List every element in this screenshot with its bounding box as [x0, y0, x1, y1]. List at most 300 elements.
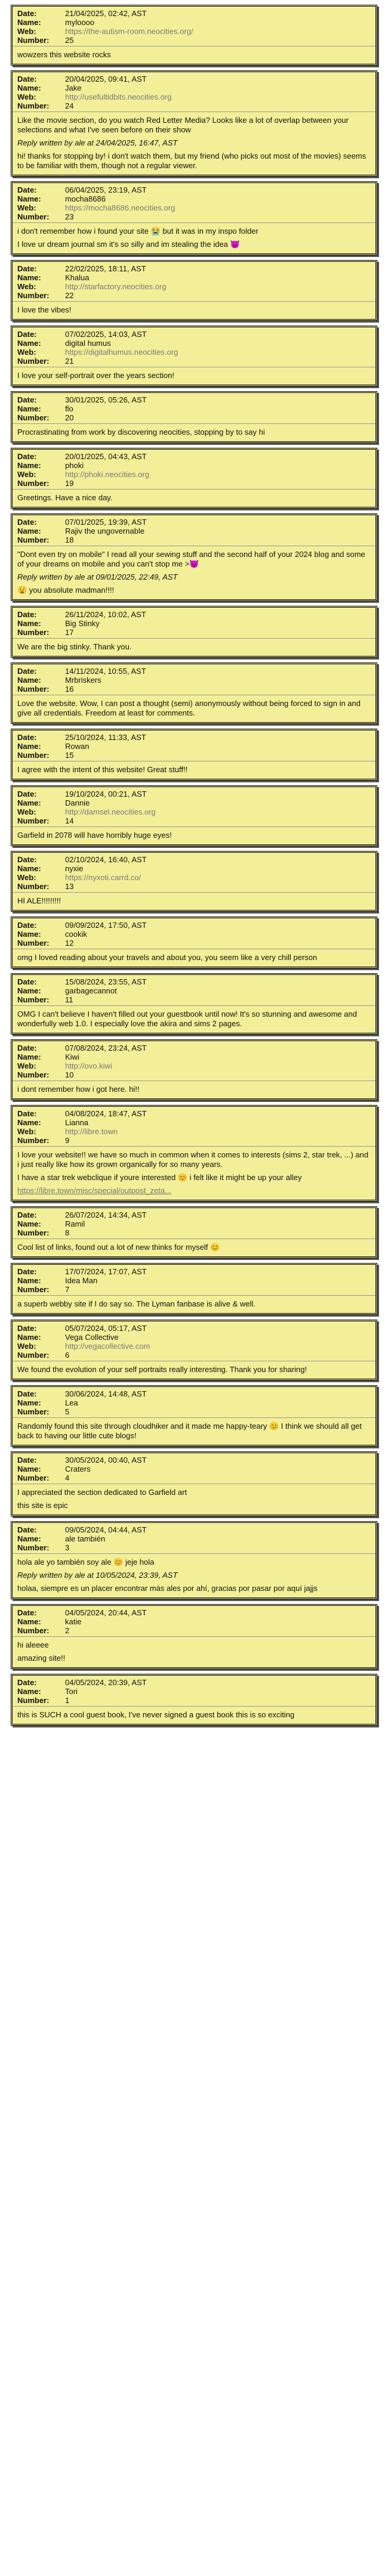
- entry-number-row: [17, 291, 371, 300]
- entry-header: [13, 1265, 375, 1296]
- entry-name-row: [17, 527, 371, 535]
- entry-reply-meta: Reply written by ale at 09/01/2025, 22:49, AST: [17, 572, 178, 581]
- entry-number-row: [17, 685, 371, 693]
- guestbook-entry: [11, 326, 377, 386]
- entry-date-label: Date:: [17, 185, 37, 194]
- entry-date-label: Date:: [17, 733, 37, 742]
- entry-date-row: [17, 1044, 371, 1052]
- entry-name: Idea Man: [65, 1276, 98, 1285]
- entry-reply: hi! thanks for stopping by! i don't watch them, but my friend (who picks out most of the movies) seems to be familiar with them, though not a regular viewer.: [17, 151, 367, 170]
- entry-number-label: Number:: [17, 1626, 50, 1635]
- entry-name: Ramil: [65, 1219, 85, 1228]
- entry-number-label: Number:: [17, 479, 50, 488]
- entry-date: 30/01/2025, 05:26, AST: [65, 395, 147, 404]
- entry-date: 04/05/2024, 20:39, AST: [65, 1678, 147, 1687]
- entry-date: 19/10/2024, 00:21, AST: [65, 789, 147, 798]
- entry-web-label: Web:: [17, 873, 36, 882]
- entry-header: [13, 393, 375, 424]
- entry-name-label: Name:: [17, 1118, 41, 1127]
- entry-name-label: Name:: [17, 273, 41, 282]
- entry-name: ale también: [65, 1534, 106, 1543]
- entry-web-label: Web:: [17, 92, 36, 101]
- entry-date: 25/10/2024, 11:33, AST: [65, 733, 146, 742]
- entry-web[interactable]: http://ovo.kiwi: [65, 1061, 112, 1070]
- entry-message: Greetings. Have a nice day.: [17, 493, 113, 502]
- entry-number-row: [17, 1696, 371, 1705]
- entry-date-label: Date:: [17, 1678, 37, 1687]
- entry-number: 13: [65, 882, 74, 891]
- entry-date: 26/11/2024, 10:02, AST: [65, 610, 146, 619]
- entry-number: 20: [65, 413, 74, 422]
- guestbook-entry: [11, 1206, 377, 1258]
- entry-number-label: Number:: [17, 101, 50, 110]
- entry-number-label: Number:: [17, 685, 50, 693]
- entry-body: [13, 1147, 375, 1200]
- entry-web-row: [17, 282, 371, 291]
- entry-header: [13, 1453, 375, 1484]
- entry-name-label: Name:: [17, 1534, 41, 1543]
- entry-date-label: Date:: [17, 452, 37, 461]
- entry-body: [13, 761, 375, 779]
- entry-name-row: [17, 18, 371, 27]
- entry-header: [13, 1208, 375, 1239]
- entry-web[interactable]: https://nyxoti.carrd.co/: [65, 873, 141, 882]
- entry-web[interactable]: https://mocha8686.neocities.org: [65, 203, 175, 212]
- guestbook-entry: [11, 5, 377, 66]
- entry-header: [13, 1321, 375, 1361]
- entry-body: [13, 827, 375, 844]
- entry-date-row: [17, 185, 371, 194]
- entry-number-label: Number:: [17, 1351, 50, 1360]
- entry-date-row: [17, 1456, 371, 1465]
- entry-date-row: [17, 264, 371, 273]
- entry-message: I love the vibes!: [17, 305, 72, 314]
- entry-number: 17: [65, 628, 74, 637]
- entry-body: [13, 1418, 375, 1445]
- entry-web[interactable]: http://phoki.neocities.org: [65, 470, 149, 479]
- guestbook-entry: [11, 1604, 377, 1669]
- guestbook-entry: [11, 606, 377, 658]
- entry-date: 07/08/2024, 23:24, AST: [65, 1044, 147, 1052]
- entry-number: 10: [65, 1070, 74, 1079]
- entry-date-row: [17, 1389, 371, 1398]
- entry-name: myloooo: [65, 18, 95, 27]
- entry-name: katie: [65, 1617, 82, 1626]
- entry-name: Rowan: [65, 742, 90, 751]
- entry-message: Randomly found this site through cloudhiker and it made me happy-teary 😊 I think we should all get back to having our little cute blogs!: [17, 1422, 362, 1440]
- entry-number: 22: [65, 291, 74, 300]
- entry-web[interactable]: http://usefultidbits.neocities.org: [65, 92, 172, 101]
- entry-message: this site is epic: [17, 1501, 68, 1510]
- entry-name-row: [17, 1052, 371, 1061]
- entry-name-row: [17, 1219, 371, 1228]
- entry-number-row: [17, 357, 371, 366]
- entry-web[interactable]: http://starfactory.neocities.org: [65, 282, 167, 291]
- entry-web-row: [17, 203, 371, 212]
- entry-header: [13, 975, 375, 1006]
- entry-header: [13, 787, 375, 827]
- entry-date: 30/06/2024, 14:48, AST: [65, 1389, 147, 1398]
- entry-number-row: [17, 212, 371, 221]
- entry-name-label: Name:: [17, 83, 41, 92]
- guestbook-entry: [11, 1105, 377, 1202]
- entry-name-row: [17, 1333, 371, 1342]
- entry-date-row: [17, 1608, 371, 1617]
- entry-header: [13, 1606, 375, 1637]
- entry-reply: 😧 you absolute madman!!!!: [17, 586, 115, 595]
- entry-date-row: [17, 855, 371, 864]
- entry-date: 26/07/2024, 14:34, AST: [65, 1210, 147, 1219]
- entry-name-row: [17, 404, 371, 413]
- entry-date: 14/11/2024, 10:55, AST: [65, 667, 146, 676]
- entry-web-row: [17, 1061, 371, 1070]
- guestbook-entry: [11, 662, 377, 724]
- entry-header: [13, 515, 375, 546]
- entry-reply-meta: Reply written by ale at 10/05/2024, 23:39, AST: [17, 1571, 178, 1580]
- entry-number-row: [17, 1070, 371, 1079]
- entry-date-label: Date:: [17, 1389, 37, 1398]
- entry-web-label: Web:: [17, 807, 36, 816]
- entry-web[interactable]: http://vegacollective.com: [65, 1342, 150, 1351]
- entry-name: Lea: [65, 1398, 78, 1407]
- entry-name-label: Name:: [17, 1465, 41, 1473]
- entry-number-label: Number:: [17, 1696, 50, 1705]
- entry-message: We are the big stinky. Thank you.: [17, 642, 132, 651]
- entry-date: 07/01/2025, 19:39, AST: [65, 518, 147, 527]
- entry-date-row: [17, 1324, 371, 1333]
- entry-number-label: Number:: [17, 1407, 50, 1416]
- entry-number: 2: [65, 1626, 70, 1635]
- entry-message: a superb webby site if I do say so. The Lyman fanbase is alive & well.: [17, 1299, 255, 1308]
- entry-name-label: Name:: [17, 1276, 41, 1285]
- entry-number-label: Number:: [17, 939, 50, 948]
- entry-name-label: Name:: [17, 619, 41, 628]
- entry-number-label: Number:: [17, 1136, 50, 1145]
- entry-name-label: Name:: [17, 1333, 41, 1342]
- entry-date-row: [17, 1210, 371, 1219]
- entry-message: I love your self-portrait over the years section!: [17, 371, 175, 380]
- entry-name-row: [17, 986, 371, 995]
- entry-body: [13, 546, 375, 599]
- entry-name-row: [17, 1465, 371, 1473]
- entry-message: We found the evolution of your self portraits really interesting. Thank you for sharing!: [17, 1365, 307, 1374]
- entry-name: Lianna: [65, 1118, 89, 1127]
- entry-message: i dont remember how i got here. hi!!: [17, 1085, 140, 1094]
- entry-body: [13, 302, 375, 319]
- entry-number-label: Number:: [17, 291, 50, 300]
- entry-name: Tori: [65, 1687, 78, 1696]
- entry-reply-meta: Reply written by ale at 24/04/2025, 16:47, AST: [17, 138, 178, 147]
- entry-name-row: [17, 676, 371, 685]
- entry-name-label: Name:: [17, 676, 41, 685]
- entry-web[interactable]: http://damsel.neocities.org: [65, 807, 156, 816]
- guestbook-entry: [11, 513, 377, 601]
- entry-number: 15: [65, 751, 74, 760]
- entry-number-row: [17, 1285, 371, 1294]
- entry-message: this is SUCH a cool guest book, I've never signed a guest book this is so exciting: [17, 1710, 295, 1719]
- entry-date-label: Date:: [17, 667, 37, 676]
- entry-date-row: [17, 452, 371, 461]
- entry-date-row: [17, 75, 371, 83]
- entry-date-label: Date:: [17, 330, 37, 339]
- entry-number: 16: [65, 685, 74, 693]
- entry-message: I love your website!! we have so much in common when it comes to interests (sims 2, star trek, ...) and i just really like how its grown organically for so many years.: [17, 1150, 369, 1169]
- entry-number: 19: [65, 479, 74, 488]
- entry-number: 14: [65, 816, 74, 825]
- entry-number: 1: [65, 1696, 70, 1705]
- entry-number-row: [17, 413, 371, 422]
- entry-message: hola ale yo también soy ale 😊 jeje hola: [17, 1558, 155, 1566]
- entry-name-row: [17, 1617, 371, 1626]
- guestbook-entry: [11, 1263, 377, 1315]
- guestbook-entry: [11, 1451, 377, 1516]
- entry-name: Rajiv the ungovernable: [65, 527, 144, 535]
- entry-header: [13, 664, 375, 695]
- entry-message: Cool list of links, found out a lot of new thinks for myself 😊: [17, 1243, 220, 1252]
- entry-name-row: [17, 461, 371, 470]
- entry-date-row: [17, 330, 371, 339]
- entry-header: [13, 72, 375, 112]
- entry-number: 25: [65, 36, 74, 45]
- entry-number: 9: [65, 1136, 70, 1145]
- entry-name-row: [17, 1118, 371, 1127]
- entry-date-row: [17, 789, 371, 798]
- entry-number-label: Number:: [17, 413, 50, 422]
- entry-number-row: [17, 995, 371, 1004]
- entry-header: [13, 327, 375, 367]
- entry-web[interactable]: http://libre.town: [65, 1127, 118, 1136]
- entry-name: Kiwi: [65, 1052, 79, 1061]
- entry-date-label: Date:: [17, 518, 37, 527]
- entry-number-row: [17, 1543, 371, 1552]
- entry-header: [13, 853, 375, 893]
- entry-date-row: [17, 733, 371, 742]
- guestbook-entry: [11, 260, 377, 321]
- entry-name: flo: [65, 404, 73, 413]
- guestbook-entry: [11, 785, 377, 846]
- entry-number: 12: [65, 939, 74, 948]
- entry-date-row: [17, 1109, 371, 1118]
- entry-date: 20/01/2025, 04:43, AST: [65, 452, 147, 461]
- entry-name: digital humus: [65, 339, 111, 348]
- entry-name: cookik: [65, 930, 87, 939]
- entry-web[interactable]: https://the-autism-room.neocities.org/: [65, 27, 193, 36]
- entry-header: [13, 730, 375, 761]
- entry-date-label: Date:: [17, 1324, 37, 1333]
- entry-body: [13, 47, 375, 64]
- entry-name-label: Name:: [17, 461, 41, 470]
- guestbook-entry: [11, 391, 377, 443]
- entry-date-label: Date:: [17, 855, 37, 864]
- entry-number-row: [17, 628, 371, 637]
- entry-date-label: Date:: [17, 1608, 37, 1617]
- entry-header: [13, 1387, 375, 1418]
- entry-number-row: [17, 1351, 371, 1360]
- entry-number: 8: [65, 1228, 70, 1237]
- entry-name-label: Name:: [17, 986, 41, 995]
- entry-number-row: [17, 1228, 371, 1237]
- entry-number-label: Number:: [17, 751, 50, 760]
- entry-date: 15/08/2024, 23:55, AST: [65, 977, 147, 986]
- entry-header: [13, 1523, 375, 1554]
- entry-name: Mrbriskers: [65, 676, 101, 685]
- entry-name-label: Name:: [17, 527, 41, 535]
- entry-header: [13, 918, 375, 949]
- entry-name: phoki: [65, 461, 84, 470]
- entry-body: [13, 223, 375, 253]
- entry-name-row: [17, 1534, 371, 1543]
- guestbook-entry: [11, 70, 377, 177]
- entry-date-label: Date:: [17, 921, 37, 930]
- entry-header: [13, 1107, 375, 1147]
- entry-body: [13, 639, 375, 656]
- entry-number-label: Number:: [17, 1285, 50, 1294]
- entry-date-label: Date:: [17, 977, 37, 986]
- entry-number-label: Number:: [17, 995, 50, 1004]
- entry-date-label: Date:: [17, 1044, 37, 1052]
- entry-body: [13, 1006, 375, 1033]
- entry-name-row: [17, 742, 371, 751]
- entry-name: Jake: [65, 83, 82, 92]
- entry-date-row: [17, 518, 371, 527]
- entry-number: 6: [65, 1351, 70, 1360]
- entry-number-row: [17, 101, 371, 110]
- entry-header: [13, 262, 375, 302]
- entry-date: 21/04/2025, 02:42, AST: [65, 9, 147, 18]
- entry-name-label: Name:: [17, 1398, 41, 1407]
- entry-number-label: Number:: [17, 535, 50, 544]
- entry-number: 7: [65, 1285, 70, 1294]
- entry-web[interactable]: https://digitalhumus.neocities.org: [65, 348, 178, 357]
- guestbook-entry: [11, 1320, 377, 1380]
- entry-name-label: Name:: [17, 1052, 41, 1061]
- entry-web-label: Web:: [17, 27, 36, 36]
- entry-header: [13, 1041, 375, 1081]
- entry-name-label: Name:: [17, 1617, 41, 1626]
- entry-name-label: Name:: [17, 930, 41, 939]
- entry-date-row: [17, 1525, 371, 1534]
- entry-number-label: Number:: [17, 1228, 50, 1237]
- guestbook-entry: [11, 181, 377, 255]
- entry-name-row: [17, 339, 371, 348]
- entry-web-row: [17, 807, 371, 816]
- entry-body: [13, 1707, 375, 1724]
- entry-date: 05/07/2024, 05:17, AST: [65, 1324, 147, 1333]
- entry-reply: holaa, siempre es un placer encontrar más ales por ahí, gracias por pasar por aquí jajjs: [17, 1584, 318, 1593]
- entry-name: garbagecannot: [65, 986, 117, 995]
- entry-date-row: [17, 1267, 371, 1276]
- entry-web-row: [17, 1342, 371, 1351]
- entry-name: Vega Collective: [65, 1333, 119, 1342]
- entry-date: 04/05/2024, 20:44, AST: [65, 1608, 147, 1617]
- entry-date-label: Date:: [17, 610, 37, 619]
- entry-number: 24: [65, 101, 74, 110]
- entry-name-label: Name:: [17, 404, 41, 413]
- entry-message: I love ur dream journal sm it's so silly and im stealing the idea 😈: [17, 240, 240, 249]
- entry-body: [13, 1484, 375, 1515]
- entry-number-row: [17, 751, 371, 760]
- entry-date-row: [17, 9, 371, 18]
- guestbook-entry: [11, 1039, 377, 1100]
- entry-name-row: [17, 83, 371, 92]
- entry-name-label: Name:: [17, 742, 41, 751]
- entry-date-label: Date:: [17, 1109, 37, 1118]
- entry-name-row: [17, 798, 371, 807]
- entry-name-label: Name:: [17, 864, 41, 873]
- guestbook-entry: [11, 1385, 377, 1447]
- entry-web-row: [17, 92, 371, 101]
- guestbook-entry: [11, 917, 377, 968]
- entry-number-row: [17, 535, 371, 544]
- entry-date-row: [17, 1678, 371, 1687]
- entry-number-row: [17, 1136, 371, 1145]
- entry-name: mocha8686: [65, 194, 106, 203]
- entry-web-label: Web:: [17, 470, 36, 479]
- entry-number-row: [17, 882, 371, 891]
- entry-number: 23: [65, 212, 74, 221]
- entry-header: [13, 183, 375, 223]
- entry-number-label: Number:: [17, 1473, 50, 1482]
- entry-number-row: [17, 1473, 371, 1482]
- entry-message: OMG I can't believe I haven't filled out your guestbook until now! It's so stunning and awesome and wonderfully web 1.0. I especially love the akira and sims 2 pages.: [17, 1010, 357, 1028]
- entry-number-row: [17, 816, 371, 825]
- entry-number-label: Number:: [17, 628, 50, 637]
- entry-name-row: [17, 194, 371, 203]
- entry-name-row: [17, 864, 371, 873]
- entry-message: hi aleeee: [17, 1640, 49, 1649]
- entry-number-label: Number:: [17, 36, 50, 45]
- entry-message: I agree with the intent of this website! Great stuff!!: [17, 765, 188, 774]
- entry-web-label: Web:: [17, 1127, 36, 1136]
- entry-web-label: Web:: [17, 1061, 36, 1070]
- entry-message: "Dont even try on mobile" I read all your sewing stuff and the second half of your 2024 blog and some of your dreams on mobile and you can't stop me >😈: [17, 550, 365, 568]
- entry-name-row: [17, 1398, 371, 1407]
- entry-body: [13, 1361, 375, 1379]
- entry-web-row: [17, 873, 371, 882]
- entry-number-label: Number:: [17, 1070, 50, 1079]
- entry-message: Love the website. Wow, I can post a thought (semi) anonymously without being forced to sign in and give all credentials. Freedom at least for comments.: [17, 699, 361, 717]
- entry-body: [13, 695, 375, 722]
- entry-header: [13, 7, 375, 47]
- entry-message: Like the movie section, do you watch Red Letter Media? Looks like a lot of overlap between your selections and what I've seen before on their show: [17, 116, 349, 134]
- entry-date: 22/02/2025, 18:11, AST: [65, 264, 146, 273]
- entry-date: 20/04/2025, 09:41, AST: [65, 75, 147, 83]
- entry-message-link[interactable]: https://libre.town/misc/special/outpost_zeta...: [17, 1186, 171, 1195]
- entry-date-label: Date:: [17, 1456, 37, 1465]
- entry-number-label: Number:: [17, 1543, 50, 1552]
- entry-number-row: [17, 939, 371, 948]
- guestbook-entry: [11, 973, 377, 1035]
- entry-name-label: Name:: [17, 194, 41, 203]
- entry-web-label: Web:: [17, 203, 36, 212]
- entry-date-label: Date:: [17, 1267, 37, 1276]
- entry-name-label: Name:: [17, 339, 41, 348]
- entry-date-row: [17, 977, 371, 986]
- entry-name: Craters: [65, 1465, 91, 1473]
- entry-name-row: [17, 930, 371, 939]
- entry-date-row: [17, 610, 371, 619]
- entry-number: 3: [65, 1543, 70, 1552]
- entry-date: 07/02/2025, 14:03, AST: [65, 330, 147, 339]
- entry-message: Procrastinating from work by discovering neocities, stopping by to say hi: [17, 428, 265, 436]
- entry-message: HI ALE!!!!!!!!!: [17, 896, 61, 905]
- entry-name: Khalua: [65, 273, 90, 282]
- entry-name: Dannie: [65, 798, 90, 807]
- entry-web-label: Web:: [17, 348, 36, 357]
- entry-number: 18: [65, 535, 74, 544]
- entry-body: [13, 1239, 375, 1256]
- entry-date-row: [17, 921, 371, 930]
